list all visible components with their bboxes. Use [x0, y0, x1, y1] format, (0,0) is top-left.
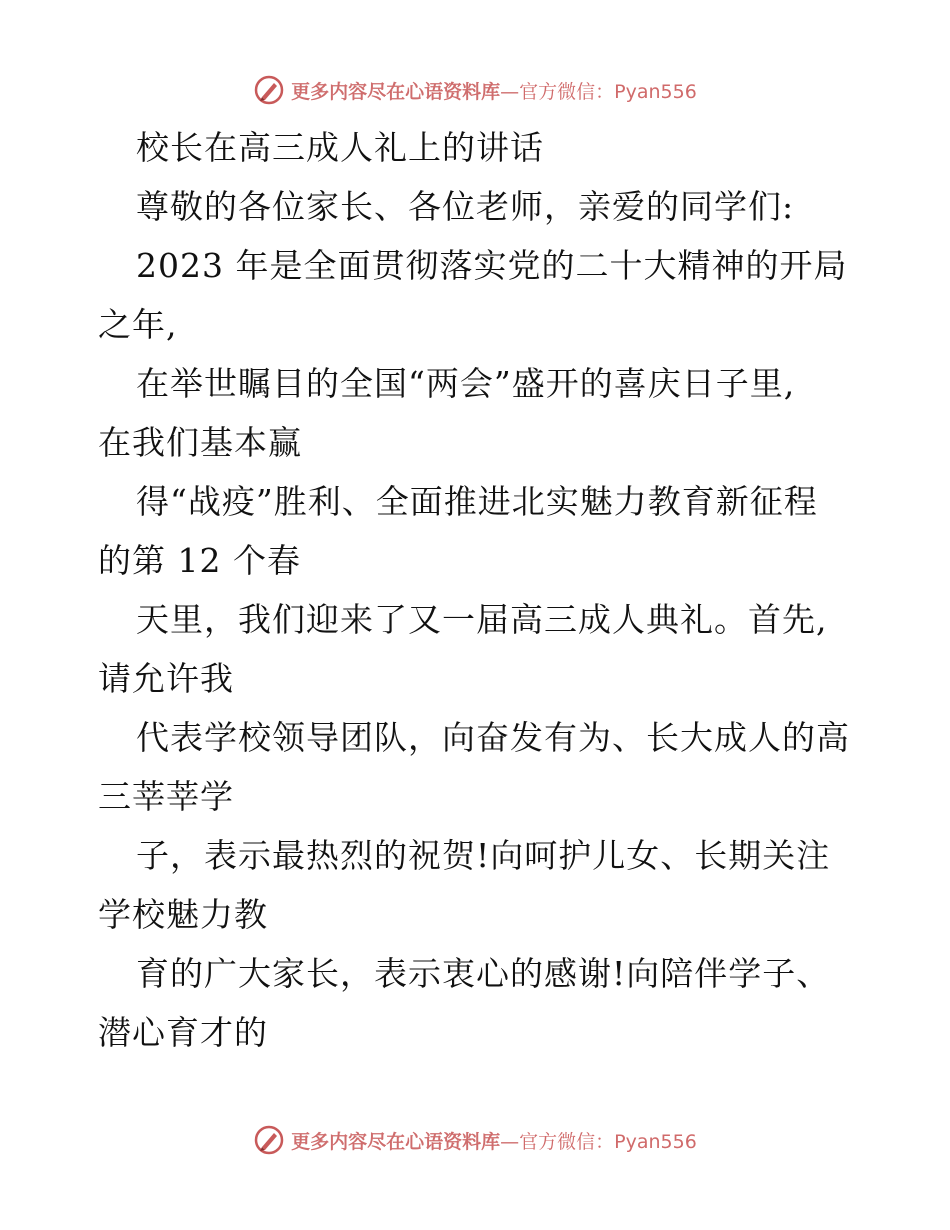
paragraph-line: 在举世瞩目的全国“两会”盛开的喜庆日子里, [136, 364, 796, 403]
salutation: 尊敬的各位家长、各位老师，亲爱的同学们: [136, 187, 795, 226]
document-body [98, 118, 858, 1062]
document-title: 校长在高三成人礼上的讲话 [136, 128, 544, 167]
paragraph-line: 之年, [98, 305, 178, 344]
paragraph-line: 潜心育才的 [98, 1013, 268, 1052]
header-banner [0, 70, 950, 110]
pen-logo-icon [253, 1124, 285, 1156]
paragraph-line: 学校魅力教 [98, 895, 268, 934]
footer-banner [0, 1120, 950, 1160]
paragraph-line: 在我们基本赢 [98, 423, 302, 462]
banner-title: 更多内容尽在心语资料库 [291, 80, 501, 103]
paragraph-line: 2023 年是全面贯彻落实党的二十大精神的开局 [136, 246, 848, 285]
banner-wechat: 官方微信：Pyan556 [519, 1130, 697, 1153]
paragraph-line: 代表学校领导团队，向奋发有为、长大成人的高 [136, 718, 850, 757]
banner-dash: — [500, 1130, 520, 1153]
banner-text [291, 1127, 697, 1154]
paragraph-line: 子，表示最热烈的祝贺!向呵护儿女、长期关注 [136, 836, 831, 875]
paragraph-line: 育的广大家长，表示衷心的感谢!向陪伴学子、 [136, 954, 831, 993]
banner-dash: — [500, 80, 520, 103]
banner-wechat: 官方微信：Pyan556 [519, 80, 697, 103]
paragraph-line: 得“战疫”胜利、全面推进北实魅力教育新征程 [136, 482, 818, 521]
banner-text [291, 77, 697, 104]
paragraph-line: 的第 12 个春 [98, 541, 301, 580]
paragraph-line: 三莘莘学 [98, 777, 234, 816]
paragraph-line: 请允许我 [98, 659, 234, 698]
paragraph-line: 天里，我们迎来了又一届高三成人典礼。首先, [136, 600, 828, 639]
pen-logo-icon [253, 74, 285, 106]
banner-title: 更多内容尽在心语资料库 [291, 1130, 501, 1153]
